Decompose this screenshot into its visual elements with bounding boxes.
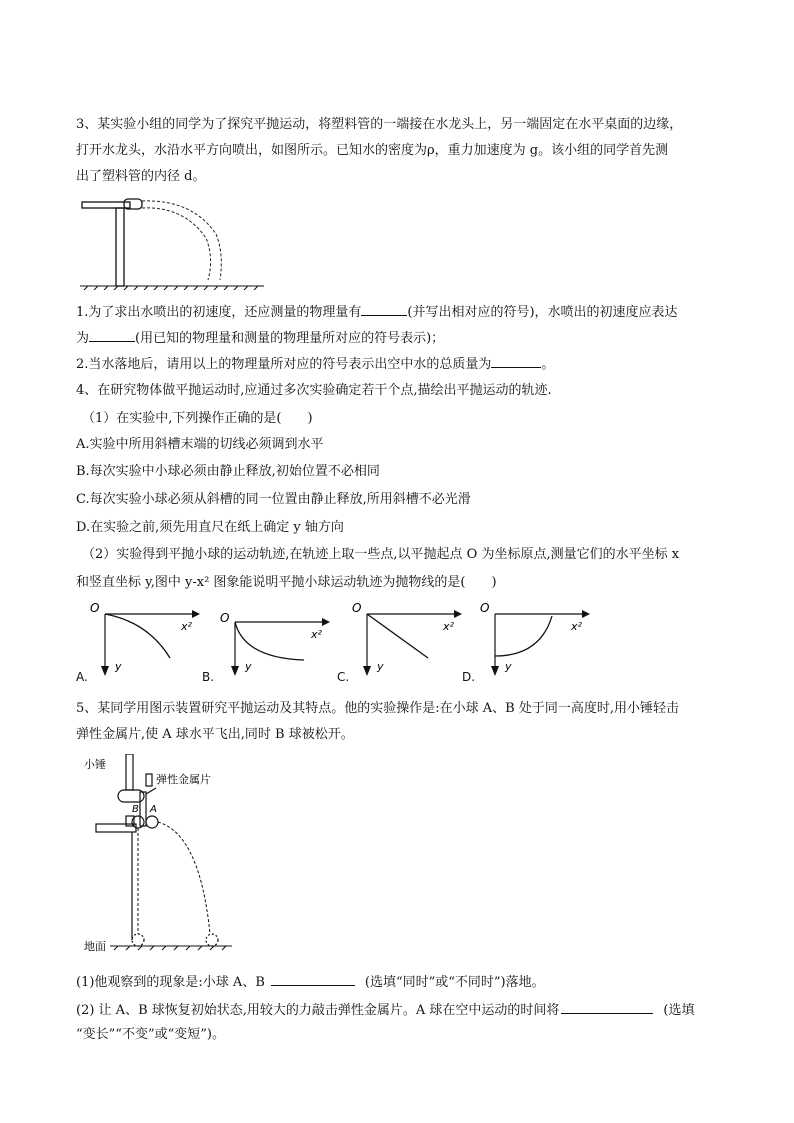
graph-d-x-label: x² [571, 620, 582, 633]
graph-b [218, 600, 330, 678]
graph-d-y-arrow [491, 666, 499, 676]
q3-sub1-text-b: (并写出相对应的符号)，水喷出的初速度应表达 [407, 305, 678, 320]
graph-a [88, 600, 200, 678]
graph-d-curve [495, 616, 552, 656]
graph-d-x-arrow [582, 610, 590, 618]
tabletop [82, 202, 130, 208]
q5-sub2-line-1 [76, 1000, 694, 1020]
graph-d-label: D. [462, 670, 476, 684]
ground-hatch [80, 286, 264, 290]
q3-sub1-text-a: 1.为了求出水喷出的初速度，还应测量的物理量有 [76, 305, 362, 320]
graph-a-curve [105, 614, 170, 658]
ground-label: 地面 [84, 940, 106, 953]
graph-c-origin-label: O [352, 601, 362, 615]
metal-plate-label: 弹性金属片 [156, 773, 211, 786]
ball-b-landed [132, 934, 144, 946]
water-trajectory [142, 201, 221, 280]
q3-sub2-text-b: 。 [541, 357, 555, 372]
graph-b-label: B. [202, 670, 215, 684]
q4-part2-line-2: 和竖直坐标 y,图中 y-x² 图象能说明平抛小球运动轨迹为抛物线的是( ) [76, 575, 497, 590]
graph-d-origin-label: O [480, 601, 490, 615]
elastic-metal-plate [140, 792, 146, 826]
q5-blank-landing[interactable] [271, 972, 355, 986]
graph-a-x-label: x² [181, 620, 192, 633]
q5-sub2-text-b: (选填 [663, 1003, 695, 1018]
q3-blank-quantities[interactable] [361, 302, 407, 316]
hammer-label: 小锤 [84, 758, 106, 771]
q3-sub1-text-d: (用已知的物理量和测量的物理量所对应的符号表示)； [135, 331, 445, 346]
q5-sub2-text-a: (2) 让 A、B 球恢复初始状态,用较大的力敲击弹性金属片。A 球在空中运动的时间将 [76, 1003, 560, 1018]
q3-text-line-2: 打开水龙头，水沿水平方向喷出，如图所示。已知水的密度为ρ，重力加速度为 g。该小组的同学首先测 [76, 143, 669, 158]
graph-b-curve [235, 622, 304, 660]
graph-b-x-arrow [322, 618, 330, 626]
q5-intro-line-1: 5、某同学用图示装置研究平抛运动及其特点。他的实验操作是:在小球 A、B 处于同一高度时,用小锤轻击 [76, 701, 679, 716]
q4-option-a: A.实验中所用斜槽末端的切线必须调到水平 [76, 437, 324, 452]
graph-a-y-arrow [101, 666, 109, 676]
q3-sub1-line-2 [76, 328, 444, 348]
q3-text-line-3: 出了塑料管的内径 d。 [76, 169, 206, 184]
graph-c-y-arrow [363, 666, 371, 676]
q3-text-line-1: 3、某实验小组的同学为了探究平抛运动，将塑料管的一端接在水龙头上，另一端固定在水平桌面的边缘， [76, 117, 683, 132]
hammer-apparatus-figure [82, 754, 242, 954]
q4-option-b: B.每次实验中小球必须由静止释放,初始位置不必相同 [76, 464, 380, 479]
graph-c-y-label: y [377, 660, 384, 673]
graph-a-y-label: y [115, 660, 122, 673]
q3-sub1-line-1 [76, 302, 678, 322]
ball-a-label: A [150, 804, 157, 815]
ball-a-landed [206, 934, 218, 946]
graph-d [478, 600, 590, 678]
q5-sub2-line-2: “变长”“不变”或“变短”)。 [76, 1027, 225, 1042]
support-arm [96, 824, 136, 832]
graph-b-origin-label: O [220, 611, 230, 625]
q4-part1: （1）在实验中,下列操作正确的是( ) [82, 411, 313, 426]
graph-a-origin-label: O [90, 601, 100, 615]
graph-c-x-arrow [454, 610, 462, 618]
ground-line [110, 946, 232, 950]
ball-b-label: B [132, 804, 139, 815]
graph-b-x-label: x² [311, 628, 322, 641]
graph-b-y-arrow [231, 666, 239, 676]
ball-a [146, 816, 158, 828]
water-pipe-figure [74, 194, 270, 290]
hammer-handle [126, 754, 133, 790]
q5-intro-line-2: 弹性金属片,使 A 球水平飞出,同时 B 球被松开。 [76, 727, 354, 742]
q5-sub1-line [76, 972, 545, 992]
q3-blank-velocity[interactable] [89, 328, 135, 342]
q5-sub1-text-b: (选填“同时”或“不同时”)落地。 [364, 975, 545, 990]
graph-b-y-label: y [245, 660, 252, 673]
graph-c-label: C. [337, 670, 350, 684]
q4-part2-line-1: （2）实验得到平抛小球的运动轨迹,在轨迹上取一些点,以平抛起点 O 为坐标原点,测量它们的水平坐标 x [82, 547, 680, 562]
q3-sub1-text-c: 为 [76, 331, 90, 346]
q3-sub2-line [76, 354, 554, 374]
table-leg [116, 208, 124, 286]
graph-a-label: A. [76, 670, 88, 684]
q4-intro: 4、在研究物体做平抛运动时,应通过多次实验确定若干个点,描绘出平抛运动的轨迹. [76, 383, 552, 398]
graph-c-x-label: x² [443, 620, 454, 633]
q3-blank-mass[interactable] [491, 354, 541, 368]
graph-a-x-arrow [192, 610, 200, 618]
q3-sub2-text-a: 2.当水落地后，请用以上的物理量所对应的符号表示出空中水的总质量为 [76, 357, 492, 372]
q5-blank-time[interactable] [561, 1000, 653, 1014]
ball-a-trajectory [158, 822, 210, 934]
q4-option-d: D.在实验之前,须先用直尺在纸上确定 y 轴方向 [76, 520, 344, 535]
metal-plate-marker [146, 774, 152, 786]
graph-c-line [367, 614, 428, 658]
q5-sub1-text-a: (1)他观察到的现象是:小球 A、B [76, 975, 265, 990]
graph-d-y-label: y [505, 660, 512, 673]
plate-pointer [146, 788, 156, 794]
graph-c [350, 600, 462, 678]
q4-option-c: C.每次实验小球必须从斜槽的同一位置由静止释放,所用斜槽不必光滑 [76, 492, 471, 507]
